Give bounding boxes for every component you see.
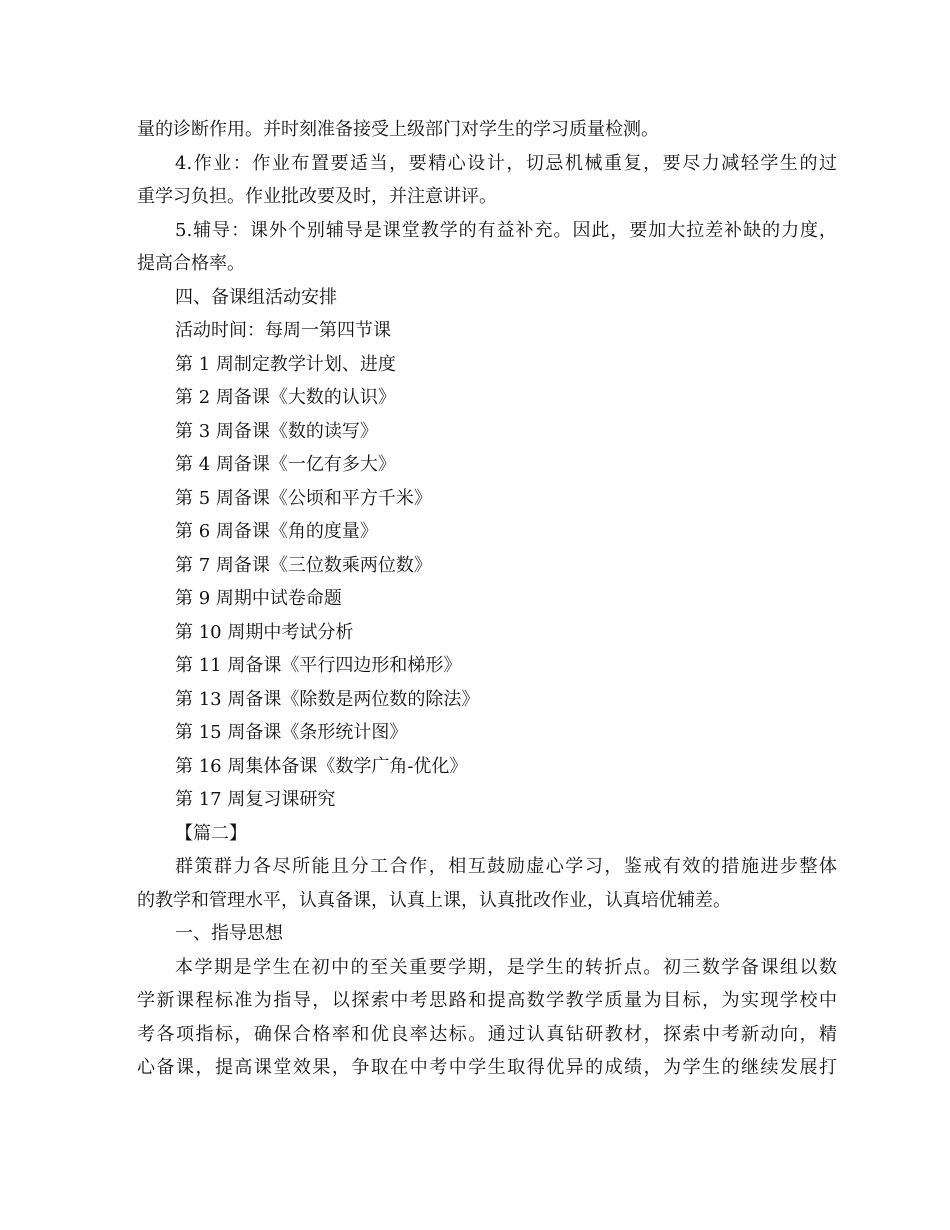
text-line: 第 15 周备课《条形统计图》 [175,722,408,743]
text-line: 第 11 周备课《平行四边形和梯形》 [175,655,462,676]
text-line: 考各项指标，确保合格率和优良率达标。通过认真钻研教材，探索中考新动向，精 [137,1023,837,1045]
text-line: 学新课程标准为指导，以探索中考思路和提高数学教学质量为目标，为实现学校中 [137,990,837,1011]
text-line: 第 4 周备课《一亿有多大》 [175,454,396,475]
text-line: 四、备课组活动安排 [175,286,337,308]
text-line: 提高合格率。 [137,253,245,274]
text-line: 第 5 周备课《公顷和平方千米》 [175,487,432,509]
text-line: 第 10 周期中考试分析 [175,621,354,643]
text-line: 心备课，提高课堂效果，争取在中考中学生取得优异的成绩，为学生的继续发展打 [137,1057,837,1078]
text-line: 重学习负担。作业批改要及时，并注意讲评。 [137,186,497,207]
text-line: 本学期是学生在初中的至关重要学期，是学生的转折点。初三数学备课组以数 [175,956,837,978]
text-line: 第 16 周集体备课《数学广角-优化》 [175,755,468,777]
text-line: 第 17 周复习课研究 [175,789,336,810]
text-line: 第 6 周备课《角的度量》 [175,521,378,542]
text-line: 第 9 周期中试卷命题 [175,588,342,609]
text-line: 4.作业：作业布置要适当，要精心设计，切忌机械重复，要尽力减轻学生的过 [175,152,837,174]
text-line: 群策群力各尽所能且分工合作，相互鼓励虚心学习，鉴戒有效的措施进步整体 [175,856,837,877]
text-line: 第 2 周备课《大数的认识》 [175,387,396,408]
text-line: 【篇二】 [175,822,247,844]
text-line: 一、指导思想 [175,923,283,944]
document-body [137,113,837,1085]
text-line: 的教学和管理水平，认真备课，认真上课，认真批改作业，认真培优辅差。 [137,889,731,911]
text-line: 5.辅导：课外个别辅导是课堂教学的有益补充。因此，要加大拉差补缺的力度， [175,219,837,241]
text-line: 活动时间：每周一第四节课 [175,320,391,341]
text-line: 第 3 周备课《数的读写》 [175,420,378,442]
text-line: 第 7 周备课《三位数乘两位数》 [175,554,432,576]
text-line: 量的诊断作用。并时刻准备接受上级部门对学生的学习质量检测。 [137,119,659,140]
text-line: 第 1 周制定教学计划、进度 [175,353,396,375]
text-line: 第 13 周备课《除数是两位数的除法》 [175,688,480,710]
